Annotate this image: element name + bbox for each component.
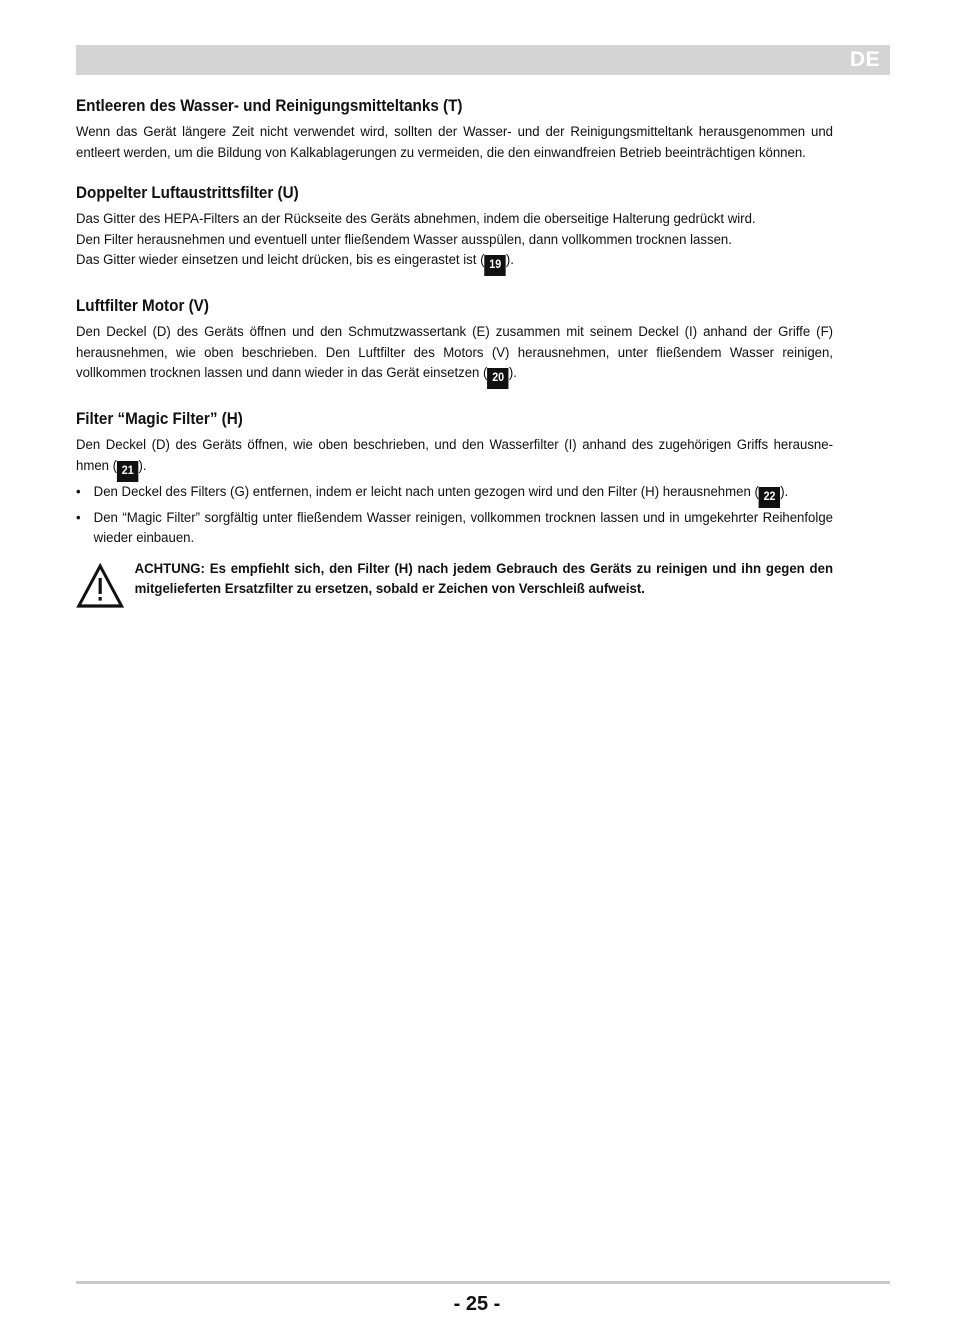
section-paragraph [76, 322, 833, 389]
figure-reference-badge: 21 [117, 461, 138, 482]
figure-reference-badge: 20 [487, 368, 508, 389]
text-fragment: ). [780, 483, 789, 500]
text-fragment: ). [138, 457, 147, 474]
text-fragment: ). [505, 252, 514, 268]
section-title: Entleeren des Wasser- und Reinigungsmitteltanks (T) [76, 97, 463, 115]
text-fragment: Den Deckel (D) des Geräts öffnen und den Schmutzwassertank (E) zusammen mit seinem Deckel (I) anhand der Griffe (F) herausnehmen, wie oben beschrieben. Den Luftfilter des Motors (V) herausnehmen, unter fließendem Wasser reinigen, vollkommen trocknen lassen und dann wieder in das Gerät einsetzen ( [76, 324, 834, 381]
section-emptying-tanks [76, 96, 833, 163]
section-title: Doppelter Luftaustrittsfilter (U) [76, 184, 299, 202]
section-title: Luftfilter Motor (V) [76, 297, 209, 315]
header-bar [76, 45, 890, 75]
page-number: - 25 - [453, 1293, 501, 1315]
text-fragment: Den Deckel (D) des Geräts öffnen, wie oben beschrieben, und den Wasserfilter (I) anhand des zugehörigen Griffs herausne-hmen ( [76, 437, 834, 474]
text-fragment: Das Gitter wieder einsetzen und leicht drücken, bis es eingerastet ist ( [76, 252, 485, 268]
warning-triangle-icon [76, 563, 124, 609]
warning-notice [76, 559, 833, 607]
figure-reference-badge: 22 [759, 487, 780, 508]
text-fragment: Den Deckel des Filters (G) entfernen, indem er leicht nach unten gezogen wird und den Filter (H) herausnehmen ( [93, 483, 759, 500]
section-motor-air-filter [76, 296, 833, 389]
section-magic-filter [76, 409, 833, 607]
bullet-marker: • [76, 509, 81, 526]
section-double-exhaust-filter [76, 183, 833, 276]
list-item [76, 508, 833, 549]
section-paragraph [76, 435, 833, 482]
section-paragraph: Wenn das Gerät längere Zeit nicht verwendet wird, sollten der Wasser- und der Reinigungsmitteltank herausgenommen und entleert werden, um die Bildung von Kalkablagerungen zu vermeiden, die den einwandfreien Betrieb beeinträchtigen können. [76, 124, 834, 161]
section-line: Das Gitter des HEPA-Filters an der Rückseite des Geräts abnehmen, indem die oberseitige Halterung gedrückt wird. [76, 211, 756, 227]
text-fragment: ). [508, 365, 517, 381]
list-item [76, 482, 833, 508]
figure-reference-badge: 19 [485, 255, 506, 276]
footer-divider [76, 1281, 890, 1284]
language-code: DE [849, 48, 880, 71]
text-fragment: Den “Magic Filter” sorgfältig unter fließendem Wasser reinigen, vollkommen trocknen lassen und in umgekehrter Reihenfolge wieder einbauen. [93, 509, 834, 546]
warning-text: ACHTUNG: Es empfiehlt sich, den Filter (H) nach jedem Gebrauch des Geräts zu reinigen und ihn gegen den mitgelieferten Ersatzfilter zu ersetzen, sobald er Zeichen von Verschleiß aufweist. [134, 560, 834, 597]
section-line [76, 250, 833, 276]
bullet-marker: • [76, 483, 81, 500]
section-line: Den Filter herausnehmen und eventuell unter fließendem Wasser ausspülen, dann vollkommen trocknen lassen. [76, 231, 732, 248]
instruction-list [76, 482, 833, 549]
page-content [76, 96, 833, 607]
section-title: Filter “Magic Filter” (H) [76, 410, 243, 428]
